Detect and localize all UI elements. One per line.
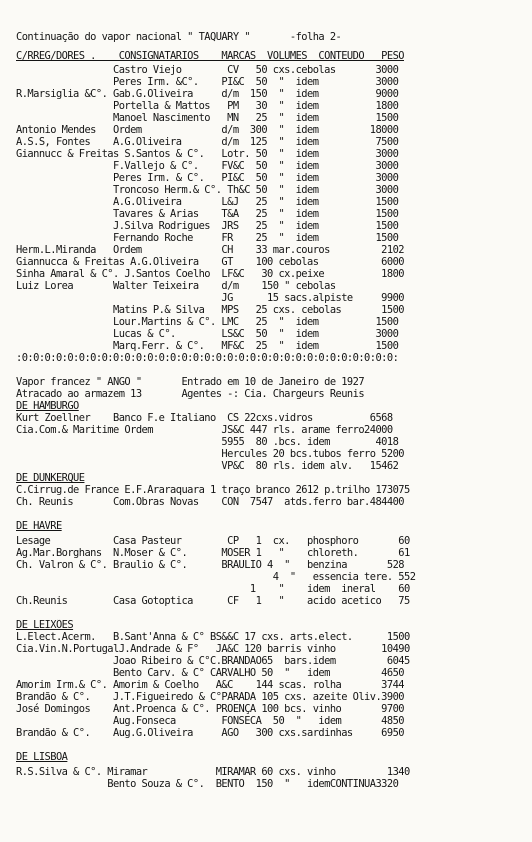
table-row: Fernando Roche FR 25 " idem 1500 bbox=[16, 232, 399, 244]
table-row: José Domingos Ant.Proenca & C°. PROENÇA 100 bcs. vinho 9700 bbox=[16, 703, 404, 715]
table-row: Ch. Reunis Com.Obras Novas CON 7547 atds.ferro bar.484400 bbox=[16, 496, 404, 508]
table-row: Peres Irm. &C°. PI&C 50 " idem 3000 bbox=[16, 76, 399, 88]
table-row: Castro Viejo CV 50 cxs.cebolas 3000 bbox=[16, 64, 399, 76]
table-row: Giannucca & Freitas A.G.Oliveira GT 100 cebolas 6000 bbox=[16, 256, 404, 268]
table-row: A.S.S, Fontes A.G.Oliveira d/m 125 " idem 7500 bbox=[16, 136, 399, 148]
table-row: JG 15 sacs.alpiste 9900 bbox=[16, 292, 404, 304]
section-heading: DE HAVRE bbox=[16, 520, 62, 532]
sheet-header: Continuação do vapor nacional " TAQUARY " -folha 2- bbox=[16, 31, 342, 43]
table-row: Ch.Reunis Casa Gotoptica CF 1 " acido acetico 75 bbox=[16, 595, 410, 607]
table-row: Amorim Irm.& C°. Amorim & Coelho A&C 144 scas. rolha 3744 bbox=[16, 679, 404, 691]
table-row: Marq.Ferr. & C°. MF&C 25 " idem 1500 bbox=[16, 340, 399, 352]
table-row: C.Cirrug.de France E.F.Araraquara 1 traço branco 2612 p.trilho 173075 bbox=[16, 484, 410, 496]
table-row: Bento Carv. & C° CARVALHO 50 " idem 4650 bbox=[16, 667, 404, 679]
table-row: R.S.Silva & C°. Miramar MIRAMAR 60 cxs. vinho 1340 bbox=[16, 766, 410, 778]
table-row: Bento Souza & C°. BENTO 150 " idemCONTINUA3320 bbox=[16, 778, 399, 790]
section-heading: DE DUNKERQUE bbox=[16, 472, 85, 484]
table-row: Peres Irm. & C°. PI&C 50 " idem 3000 bbox=[16, 172, 399, 184]
section-heading: DE HAMBURGO bbox=[16, 400, 79, 412]
table-row: Joao Ribeiro & C°C.BRANDÃO65 bars.idem 6045 bbox=[16, 655, 410, 667]
blank-line bbox=[16, 508, 532, 520]
table-row: Brandão & C°. Aug.G.Oliveira AGO 300 cxs.sardinhas 6950 bbox=[16, 727, 404, 739]
vessel-header: Vapor francez " ANGO " Entrado em 10 de Janeiro de 1927 bbox=[16, 376, 365, 388]
table-row: Portella & Mattos PM 30 " idem 1800 bbox=[16, 100, 399, 112]
table-row: F.Vallejo & C°. FV&C 50 " idem 3000 bbox=[16, 160, 399, 172]
table-row: Troncoso Herm.& C°. Th&C 50 " idem 3000 bbox=[16, 184, 399, 196]
table-row: Aug.Fonseca FONSECA 50 " idem 4850 bbox=[16, 715, 404, 727]
table-row: Ch. Valron & C°. Braulio & C°. BRAULIO 4 " benzina 528 bbox=[16, 559, 404, 571]
table-row: Cia.Com.& Maritime Ordem JS&C 447 rls. arame ferro24000 bbox=[16, 424, 393, 436]
blank-line bbox=[16, 607, 532, 619]
table-row: Lucas & C°. LS&C 50 " idem 3000 bbox=[16, 328, 399, 340]
table-row: VP&C 80 rls. idem alv. 15462 bbox=[16, 460, 399, 472]
section-heading: DE LISBOA bbox=[16, 751, 68, 763]
table-row: Sinha Amaral & C°. J.Santos Coelho LF&C 30 cx.peixe 1800 bbox=[16, 268, 404, 280]
table-row: J.Silva Rodrigues JRS 25 " idem 1500 bbox=[16, 220, 399, 232]
table-row: Herm.L.Miranda Ordem CH 33 mar.couros 2102 bbox=[16, 244, 404, 256]
table-row: Giannucc & Freitas S.Santos & C°. Lotr. 50 " idem 3000 bbox=[16, 148, 399, 160]
table-row: Cia.Vin.N.PortugalJ.Andrade & F° JA&C 120 barris vinho 10490 bbox=[16, 643, 410, 655]
table-row: 5955 80 .bcs. idem 4018 bbox=[16, 436, 399, 448]
column-headers: C/RREG/DORES . CONSIGNATARIOS MARCAS VOLUMES CONTEUDO PESO bbox=[16, 50, 404, 62]
table-row: Tavares & Arias T&A 25 " idem 1500 bbox=[16, 208, 399, 220]
table-row: A.G.Oliveira L&J 25 " idem 1500 bbox=[16, 196, 399, 208]
section-divider: :0:0:0:0:0:0:0:0:0:0:0:0:0:0:0:0:0:0:0:0:0:0:0:0:0:0:0:0:0:0:0:0:0: bbox=[16, 352, 399, 364]
table-row: Ag.Mar.Borghans N.Moser & C°. MOSER 1 " chloreth. 61 bbox=[16, 547, 410, 559]
table-row: Antonio Mendes Ordem d/m 300 " idem 18000 bbox=[16, 124, 399, 136]
table-row: Luiz Lorea Walter Teixeira d/m 150 " cebolas bbox=[16, 280, 336, 292]
table-row: Brandão & C°. J.T.Figueiredo & C°PARADA 105 cxs. azeite Oliv.3900 bbox=[16, 691, 404, 703]
section-heading: DE LEIXÕES bbox=[16, 619, 74, 631]
table-row: Hercules 20 bcs.tubos ferro 5200 bbox=[16, 448, 404, 460]
vessel-header: Atracado ao armazem 13 Agentes -: Cia. Chargeurs Reunis bbox=[16, 388, 365, 400]
table-row: Lesage Casa Pasteur CP 1 cx. phosphoro 60 bbox=[16, 535, 410, 547]
table-row: L.Elect.Acerm. B.Sant'Anna & C° BS&&C 17 cxs. arts.elect. 1500 bbox=[16, 631, 410, 643]
table-row: Lour.Martins & C°. LMC 25 " idem 1500 bbox=[16, 316, 399, 328]
blank-line bbox=[16, 739, 532, 751]
blank-line bbox=[16, 364, 532, 376]
table-row: Manoel Nascimento MN 25 " idem 1500 bbox=[16, 112, 399, 124]
table-row: 4 " essencia tere. 552 bbox=[16, 571, 416, 583]
table-row: Kurt Zoellner Banco F.e Italiano CS 22cxs.vidros 6568 bbox=[16, 412, 393, 424]
table-row: R.Marsiglia &C°. Gab.G.Oliveira d/m 150 " idem 9000 bbox=[16, 88, 399, 100]
table-row: 1 " idem ineral 60 bbox=[16, 583, 410, 595]
table-row: Matins P.& Silva MPS 25 cxs. cebolas 1500 bbox=[16, 304, 404, 316]
